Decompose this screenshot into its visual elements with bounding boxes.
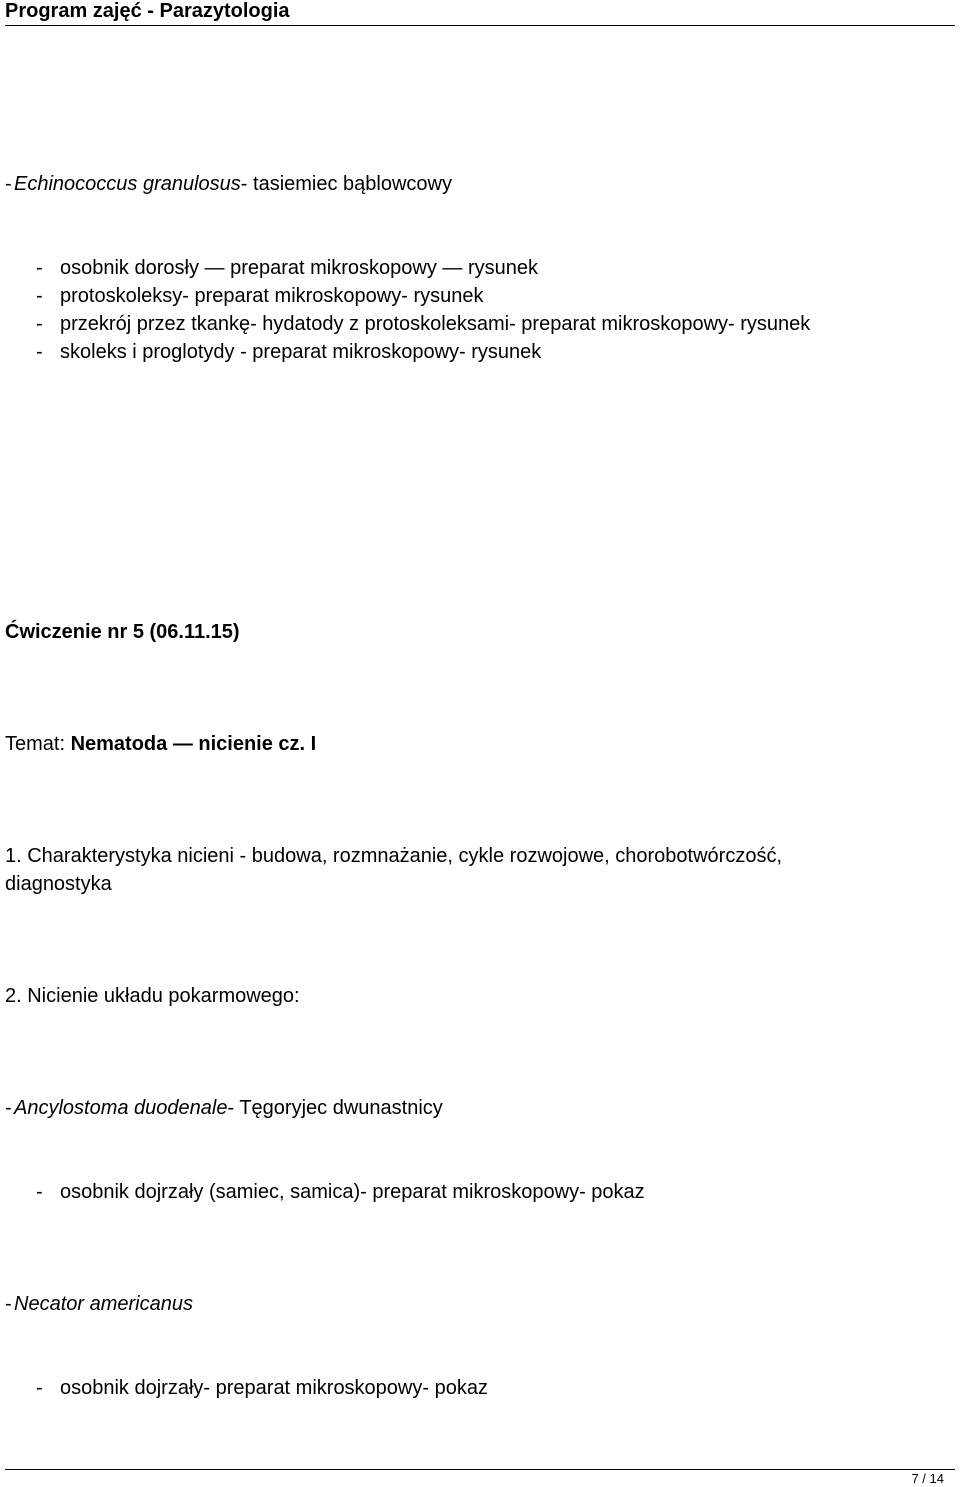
topic-line — [5, 732, 316, 756]
bullet-dash: - — [36, 341, 43, 363]
list-item-text: skoleks i proglotydy - preparat mikroskopowy- rysunek — [60, 341, 542, 363]
list-item — [36, 312, 810, 336]
point-1-continued: diagnostyka — [5, 873, 112, 895]
list-item — [36, 340, 541, 364]
species-polish-name: - tasiemiec bąblowcowy — [240, 173, 452, 195]
page-number: 7 / 14 — [911, 1471, 944, 1486]
list-item-text: przekrój przez tkankę- hydatody z protoskoleksami- preparat mikroskopowy- rysunek — [60, 313, 811, 335]
list-item — [36, 1376, 488, 1400]
header-divider — [5, 25, 955, 26]
exercise-heading: Ćwiczenie nr 5 (06.11.15) — [5, 621, 240, 643]
list-item — [36, 1180, 645, 1204]
list-item — [36, 284, 484, 308]
species-polish-name: - Tęgoryjec dwunastnicy — [227, 1097, 443, 1119]
species-latin-name: Ancylostoma duodenale — [14, 1097, 228, 1119]
point-2: 2. Nicienie układu pokarmowego: — [5, 985, 300, 1007]
bullet-dash: - — [36, 257, 43, 279]
bullet-dash: - — [36, 285, 43, 307]
topic-label: Temat: — [5, 733, 71, 755]
species-latin-name: Echinococcus granulosus — [14, 173, 241, 195]
bullet-dash: - — [36, 313, 43, 335]
species-heading-necator — [5, 1292, 193, 1316]
leading-dash: - — [5, 173, 12, 195]
bullet-dash: - — [36, 1181, 43, 1203]
leading-dash: - — [5, 1097, 12, 1119]
list-item-text: osobnik dojrzały- preparat mikroskopowy- pokaz — [60, 1377, 488, 1399]
footer-divider — [5, 1469, 955, 1470]
page-title: Program zajęć - Parazytologia — [5, 0, 290, 22]
point-1: 1. Charakterystyka nicieni - budowa, rozmnażanie, cykle rozwojowe, chorobotwórczość, — [5, 845, 783, 867]
species-latin-name: Necator americanus — [14, 1293, 193, 1315]
species-heading-echinococcus — [5, 172, 452, 196]
list-item-text: osobnik dorosły — preparat mikroskopowy — rysunek — [60, 257, 538, 279]
list-item-text: osobnik dojrzały (samiec, samica)- preparat mikroskopowy- pokaz — [60, 1181, 645, 1203]
list-item — [36, 256, 538, 280]
bullet-dash: - — [36, 1377, 43, 1399]
list-item-text: protoskoleksy- preparat mikroskopowy- rysunek — [60, 285, 484, 307]
topic-value: Nematoda — nicienie cz. I — [70, 733, 317, 755]
species-heading-ancylostoma — [5, 1096, 443, 1120]
leading-dash: - — [5, 1293, 12, 1315]
